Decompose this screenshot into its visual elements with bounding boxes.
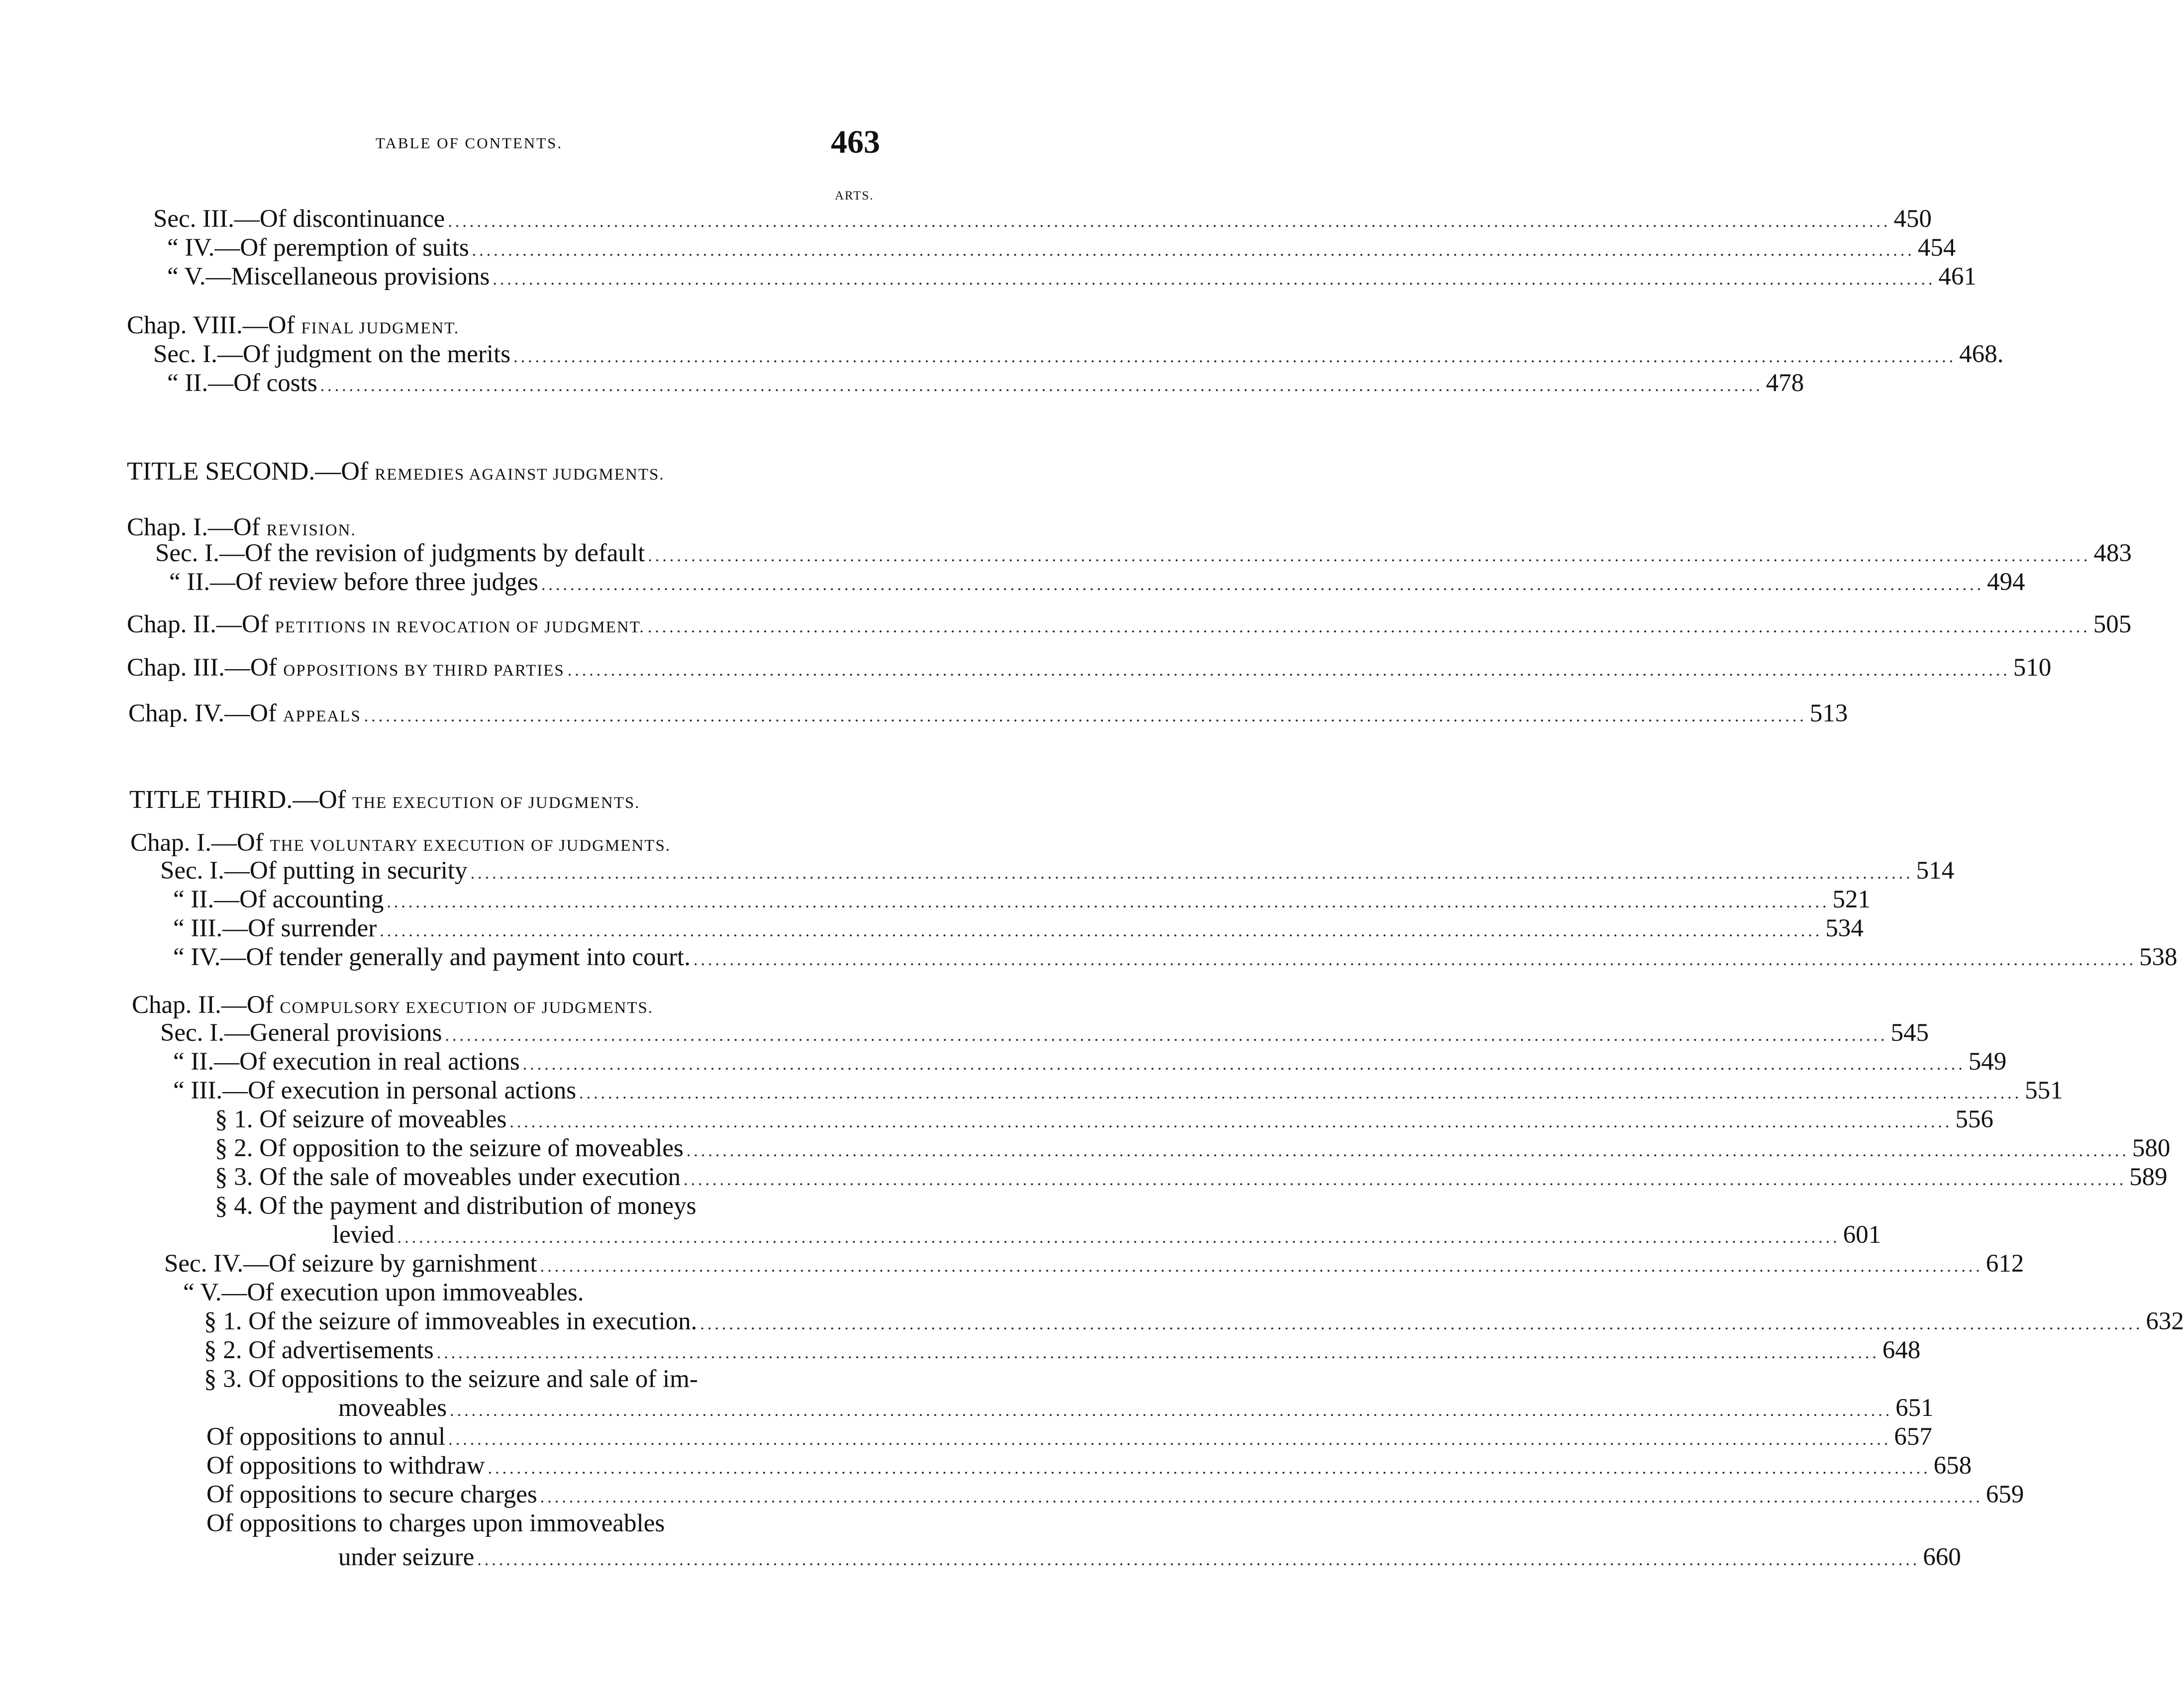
article-number: 659 bbox=[1985, 1481, 2024, 1508]
toc-entry bbox=[206, 1422, 1932, 1452]
entry-label: Sec. I.—Of judgment on the merits bbox=[153, 340, 511, 368]
chapter-entry bbox=[127, 609, 2132, 639]
article-number: 660 bbox=[1923, 1543, 1961, 1571]
toc-entry bbox=[338, 1542, 1961, 1572]
toc-entry bbox=[160, 856, 1955, 886]
entry-label: “ II.—Of review before three judges bbox=[169, 568, 538, 596]
article-number: 468. bbox=[1959, 340, 2004, 368]
toc-entry-text: “ V.—Of execution upon immoveables. bbox=[183, 1279, 584, 1306]
title-heading: TITLE SECOND.—Of REMEDIES AGAINST JUDGMENTS. bbox=[127, 457, 665, 486]
entry-label: § 1. Of seizure of moveables bbox=[215, 1105, 507, 1133]
article-number: 534 bbox=[1825, 914, 1864, 942]
article-number: 494 bbox=[1987, 568, 2025, 596]
dot-leader: ........................................................................................................................................................................................................ bbox=[448, 212, 1891, 231]
entry-label: Of oppositions to secure charges bbox=[206, 1481, 537, 1508]
toc-entry bbox=[167, 262, 1977, 292]
chapter-heading: Chap. I.—Of REVISION. bbox=[127, 513, 356, 541]
article-number: 510 bbox=[2013, 654, 2052, 682]
dot-leader: ........................................................................................................................................................................................................ bbox=[320, 377, 1763, 395]
page-number: 463 bbox=[831, 124, 880, 160]
entry-label: “ V.—Miscellaneous provisions bbox=[167, 263, 490, 291]
toc-entry bbox=[215, 1162, 2168, 1192]
toc-entry bbox=[164, 1249, 2024, 1279]
dot-leader: ........................................................................................................................................................................................................ bbox=[509, 1113, 1953, 1131]
toc-entry-text: § 3. Of oppositions to the seizure and sale of im- bbox=[204, 1365, 698, 1393]
dot-leader: ........................................................................................................................................................................................................ bbox=[472, 241, 1915, 260]
toc-entry bbox=[332, 1220, 1882, 1250]
toc-entry bbox=[215, 1133, 2171, 1163]
entry-label: “ IV.—Of tender generally and payment into court. bbox=[173, 943, 691, 971]
dot-leader: ........................................................................................................................................................................................................ bbox=[477, 1551, 1920, 1569]
entry-label: Sec. I.—Of the revision of judgments by default bbox=[155, 539, 645, 567]
toc-entry-text: Of oppositions to charges upon immoveables bbox=[206, 1509, 665, 1537]
entry-label: Sec. I.—General provisions bbox=[160, 1019, 442, 1047]
dot-leader: ........................................................................................................................................................................................................ bbox=[567, 661, 2010, 680]
dot-leader: ........................................................................................................................................................................................................ bbox=[540, 1257, 1983, 1276]
dot-leader: ........................................................................................................................................................................................................ bbox=[513, 348, 1957, 366]
entry-label: Sec. I.—Of putting in security bbox=[160, 857, 468, 885]
dot-leader: ........................................................................................................................................................................................................ bbox=[364, 707, 1807, 725]
dot-leader: ........................................................................................................................................................................................................ bbox=[579, 1084, 2022, 1102]
entry-label: “ II.—Of accounting bbox=[173, 886, 384, 913]
dot-leader: ........................................................................................................................................................................................................ bbox=[684, 1171, 2127, 1189]
article-number: 589 bbox=[2129, 1163, 2168, 1191]
dot-leader: ........................................................................................................................................................................................................ bbox=[436, 1344, 1880, 1362]
article-number: 454 bbox=[1917, 234, 1956, 262]
toc-entry bbox=[173, 885, 1871, 914]
dot-leader: ........................................................................................................................................................................................................ bbox=[541, 576, 1984, 594]
article-number: 513 bbox=[1809, 699, 1848, 727]
dot-leader: ........................................................................................................................................................................................................ bbox=[448, 1430, 1891, 1449]
dot-leader: ........................................................................................................................................................................................................ bbox=[488, 1459, 1931, 1478]
toc-entry bbox=[204, 1306, 2184, 1336]
toc-entry bbox=[167, 233, 1956, 263]
toc-entry bbox=[160, 1018, 1929, 1048]
article-number: 450 bbox=[1893, 205, 1932, 233]
entry-label: “ III.—Of surrender bbox=[173, 914, 377, 942]
toc-entry bbox=[153, 339, 2004, 369]
article-number: 538 bbox=[2139, 943, 2178, 971]
article-number: 601 bbox=[1843, 1221, 1882, 1249]
chapter-heading: Chap. II.—Of COMPULSORY EXECUTION OF JUDGMENTS. bbox=[132, 991, 654, 1019]
toc-entry bbox=[206, 1451, 1972, 1481]
entry-label: Of oppositions to annul bbox=[206, 1423, 446, 1451]
entry-label: Sec. III.—Of discontinuance bbox=[153, 205, 445, 233]
dot-leader: ........................................................................................................................................................................................................ bbox=[686, 1142, 2129, 1160]
dot-leader: ........................................................................................................................................................................................................ bbox=[647, 618, 2090, 636]
article-number: 632 bbox=[2146, 1307, 2184, 1335]
dot-leader: ........................................................................................................................................................................................................ bbox=[700, 1315, 2143, 1333]
toc-entry bbox=[173, 1076, 2063, 1105]
entry-label: § 1. Of the seizure of immoveables in execution. bbox=[204, 1307, 697, 1335]
toc-entry bbox=[169, 567, 2025, 597]
toc-entry bbox=[173, 942, 2178, 972]
toc-entry bbox=[173, 1047, 2007, 1077]
entry-label: “ III.—Of execution in personal actions bbox=[173, 1077, 577, 1104]
dot-leader: ........................................................................................................................................................................................................ bbox=[387, 893, 1830, 911]
entry-label: Sec. IV.—Of seizure by garnishment bbox=[164, 1250, 537, 1278]
toc-entry bbox=[204, 1335, 1921, 1365]
dot-leader: ........................................................................................................................................................................................................ bbox=[397, 1228, 1840, 1247]
running-header: TABLE OF CONTENTS. bbox=[376, 134, 563, 152]
dot-leader: ........................................................................................................................................................................................................ bbox=[540, 1488, 1983, 1506]
toc-entry bbox=[173, 913, 1864, 943]
entry-label: Chap. II.—Of PETITIONS IN REVOCATION OF JUDGMENT. bbox=[127, 610, 645, 638]
article-number: 551 bbox=[2025, 1077, 2063, 1104]
article-number: 483 bbox=[2093, 539, 2132, 567]
article-number: 521 bbox=[1832, 886, 1871, 913]
entry-label: § 2. Of advertisements bbox=[204, 1336, 434, 1364]
entry-label: Of oppositions to withdraw bbox=[206, 1452, 485, 1480]
title-heading: TITLE THIRD.—Of THE EXECUTION OF JUDGMENTS. bbox=[129, 786, 640, 814]
dot-leader: ........................................................................................................................................................................................................ bbox=[470, 864, 1913, 883]
chapter-entry bbox=[127, 653, 2052, 683]
dot-leader: ........................................................................................................................................................................................................ bbox=[380, 922, 1823, 940]
dot-leader: ........................................................................................................................................................................................................ bbox=[493, 270, 1936, 289]
arts-column-label: ARTS. bbox=[835, 189, 874, 202]
toc-entry bbox=[215, 1104, 1993, 1134]
entry-label: “ II.—Of execution in real actions bbox=[173, 1048, 520, 1076]
article-number: 505 bbox=[2093, 610, 2132, 638]
article-number: 658 bbox=[1933, 1452, 1972, 1480]
entry-label: under seizure bbox=[338, 1543, 475, 1571]
entry-label: moveables bbox=[338, 1394, 447, 1422]
article-number: 651 bbox=[1895, 1394, 1934, 1422]
chapter-entry bbox=[128, 699, 1848, 728]
entry-label: Chap. IV.—Of APPEALS bbox=[128, 699, 361, 727]
toc-entry bbox=[206, 1480, 2024, 1509]
dot-leader: ........................................................................................................................................................................................................ bbox=[522, 1055, 1966, 1074]
dot-leader: ........................................................................................................................................................................................................ bbox=[693, 951, 2136, 969]
article-number: 549 bbox=[1968, 1048, 2007, 1076]
article-number: 556 bbox=[1955, 1105, 1993, 1133]
toc-entry bbox=[338, 1393, 1934, 1423]
entry-label: “ II.—Of costs bbox=[167, 369, 317, 397]
chapter-heading: Chap. I.—Of THE VOLUNTARY EXECUTION OF JUDGMENTS. bbox=[130, 829, 671, 857]
entry-label: § 2. Of opposition to the seizure of moveables bbox=[215, 1134, 684, 1162]
article-number: 648 bbox=[1882, 1336, 1921, 1364]
entry-label: § 3. Of the sale of moveables under execution bbox=[215, 1163, 681, 1191]
article-number: 461 bbox=[1938, 263, 1977, 291]
dot-leader: ........................................................................................................................................................................................................ bbox=[648, 547, 2091, 565]
article-number: 514 bbox=[1916, 857, 1955, 885]
article-number: 478 bbox=[1766, 369, 1804, 397]
toc-entry bbox=[167, 368, 1804, 398]
entry-label: “ IV.—Of peremption of suits bbox=[167, 234, 469, 262]
entry-label: Chap. III.—Of OPPOSITIONS BY THIRD PARTIES bbox=[127, 654, 565, 682]
dot-leader: ........................................................................................................................................................................................................ bbox=[450, 1401, 1893, 1420]
dot-leader: ........................................................................................................................................................................................................ bbox=[445, 1026, 1888, 1045]
chapter-heading: Chap. VIII.—Of FINAL JUDGMENT. bbox=[127, 311, 460, 339]
toc-entry bbox=[153, 204, 1932, 234]
article-number: 657 bbox=[1894, 1423, 1932, 1451]
article-number: 612 bbox=[1985, 1250, 2024, 1278]
entry-label: levied bbox=[332, 1221, 395, 1249]
article-number: 580 bbox=[2132, 1134, 2171, 1162]
toc-entry bbox=[155, 538, 2132, 568]
article-number: 545 bbox=[1890, 1019, 1929, 1047]
toc-entry-text: § 4. Of the payment and distribution of moneys bbox=[215, 1192, 696, 1220]
